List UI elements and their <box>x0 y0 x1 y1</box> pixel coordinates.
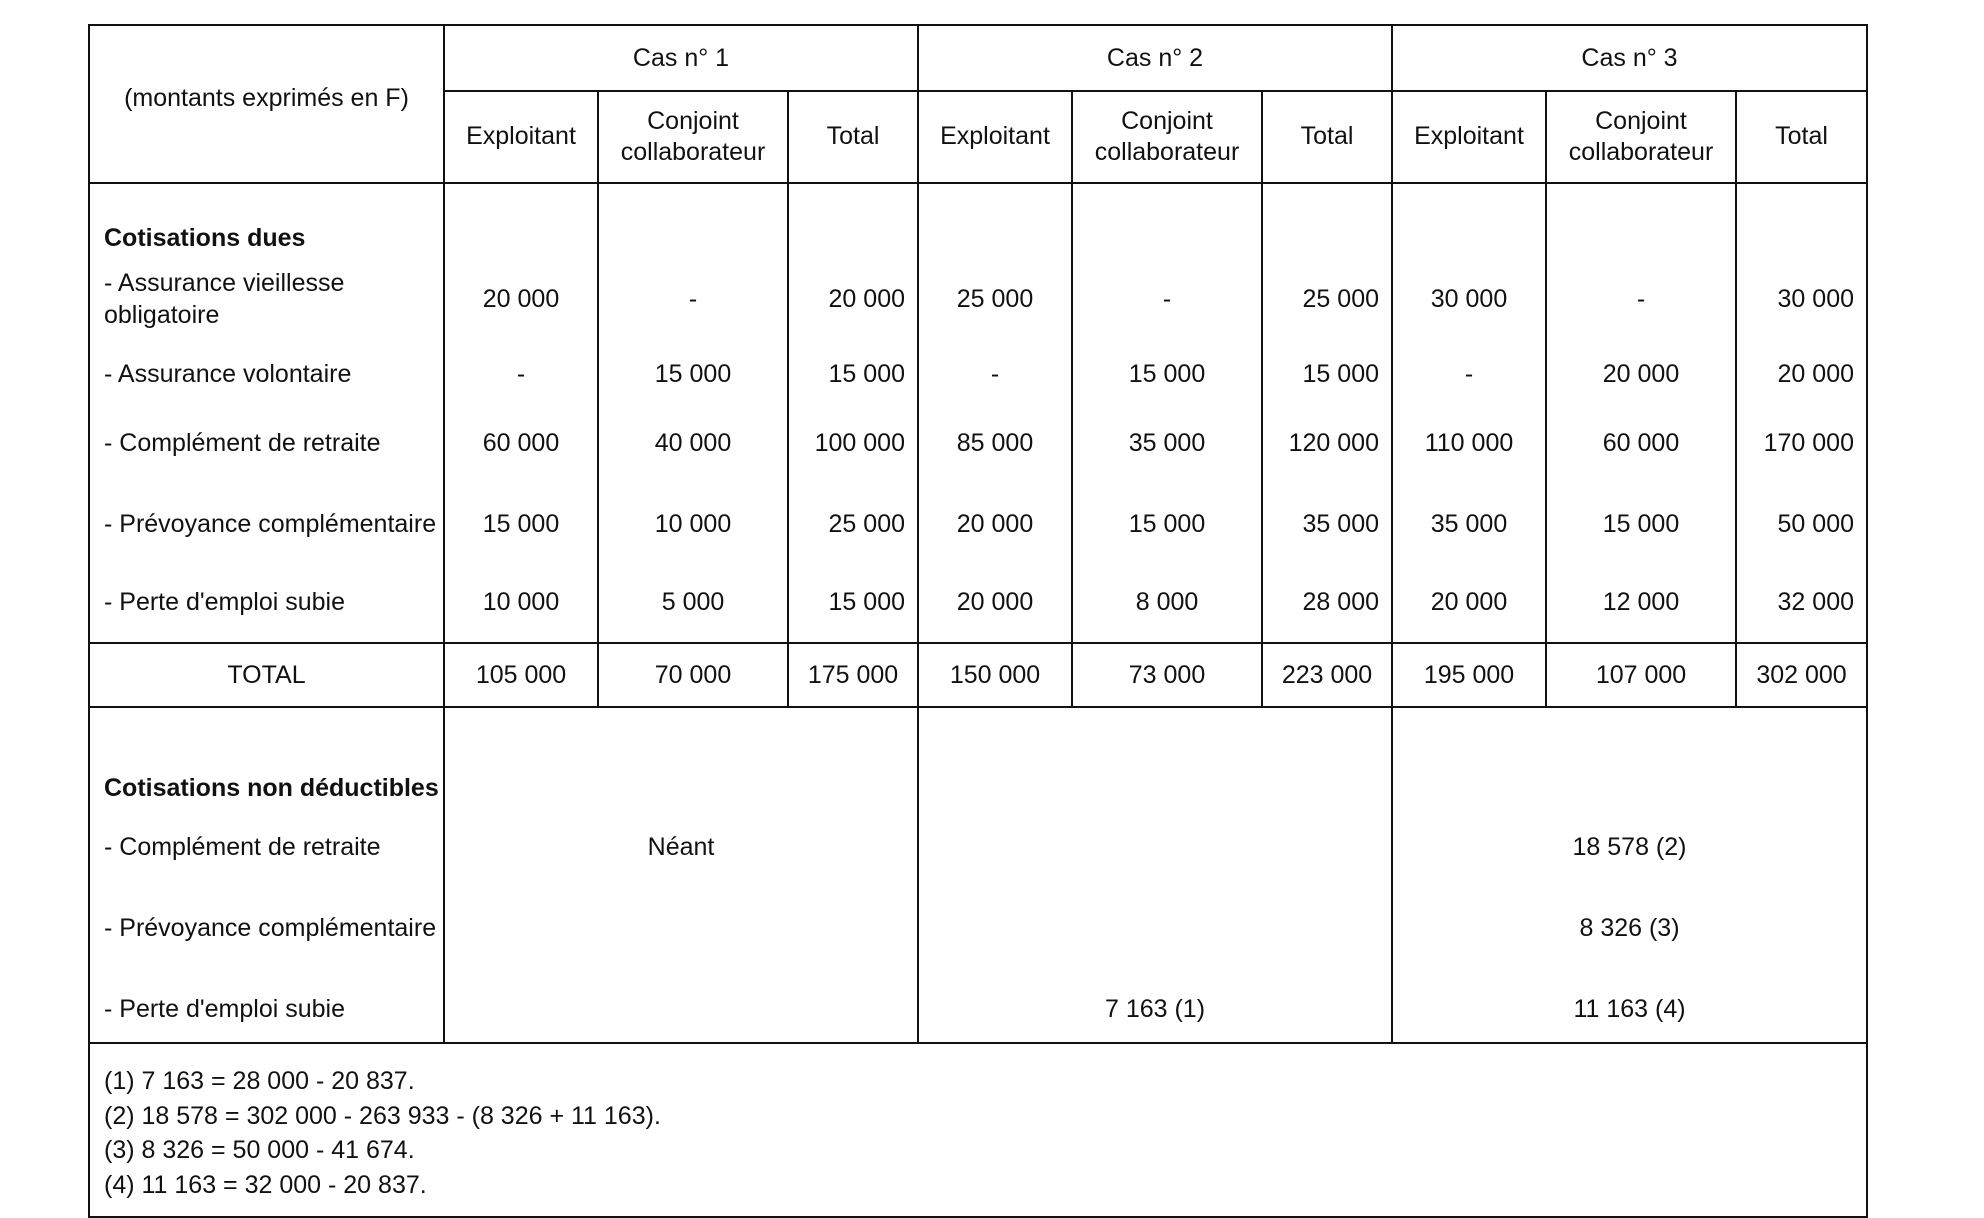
value-column <box>1736 183 1867 643</box>
footnote: (3) 8 326 = 50 000 - 41 674. <box>104 1136 415 1164</box>
value-cell: 15 000 <box>654 359 732 388</box>
sub-col-conjoint: Conjoint collaborateur <box>1546 91 1736 183</box>
dues-labels <box>89 183 444 643</box>
case-2-header: Cas n° 2 <box>918 25 1392 91</box>
dues-title: Cotisations dues <box>104 223 306 252</box>
value-cell <box>919 814 1391 880</box>
total-value: 175 000 <box>788 643 918 707</box>
sub-col-conjoint: Conjoint collaborateur <box>1072 91 1262 183</box>
dues-section <box>89 183 1867 643</box>
non-deductibles-title: Cotisations non déductibles <box>104 773 439 802</box>
total-value: 105 000 <box>444 643 598 707</box>
value-cell: 11 163 (4) <box>1573 994 1686 1023</box>
sub-col-conjoint: Conjoint collaborateur <box>598 91 788 183</box>
total-label: TOTAL <box>89 643 444 707</box>
value-cell: - <box>516 359 526 388</box>
value-cell: 25 000 <box>956 284 1034 313</box>
value-cell: 25 000 <box>1302 284 1379 313</box>
value-cell: 60 000 <box>482 428 560 457</box>
value-cell: 20 000 <box>1430 587 1508 616</box>
case-2-non-deductibles <box>918 707 1392 1043</box>
value-cell: 8 000 <box>1135 587 1199 616</box>
sub-col-total: Total <box>1736 91 1867 183</box>
row-label: - Prévoyance complémentaire <box>104 913 437 942</box>
value-cell: 170 000 <box>1763 428 1854 457</box>
value-column <box>788 183 918 643</box>
footnote: (2) 18 578 = 302 000 - 263 933 - (8 326 + 11 163). <box>104 1101 661 1130</box>
value-cell: 20 000 <box>956 509 1034 538</box>
value-cell: 30 000 <box>1430 284 1508 313</box>
value-cell: 30 000 <box>1777 284 1854 313</box>
value-cell: 15 000 <box>828 587 905 616</box>
neant-value: Néant <box>647 832 715 861</box>
row-label: - Perte d'emploi subie <box>104 587 346 616</box>
sub-col-exploitant: Exploitant <box>444 91 598 183</box>
value-column <box>598 183 788 643</box>
row-label: - Complément de retraite <box>104 428 381 457</box>
row-label: - Perte d'emploi subie <box>104 994 346 1023</box>
footnote: (4) 11 163 = 32 000 - 20 837. <box>104 1170 427 1199</box>
value-cell: 25 000 <box>828 509 905 538</box>
sub-col-exploitant: Exploitant <box>1392 91 1546 183</box>
case-1-header: Cas n° 1 <box>444 25 918 91</box>
case-3-header: Cas n° 3 <box>1392 25 1867 91</box>
value-column <box>1262 183 1392 643</box>
units-label: (montants exprimés en F) <box>89 25 444 183</box>
value-cell: 100 000 <box>814 428 905 457</box>
value-cell: 50 000 <box>1777 509 1854 538</box>
value-cell: 15 000 <box>828 359 905 388</box>
value-cell: 85 000 <box>956 428 1034 457</box>
sub-col-total: Total <box>788 91 918 183</box>
footnotes <box>89 1043 1867 1217</box>
total-value: 70 000 <box>598 643 788 707</box>
non-deductibles-labels <box>89 707 444 1043</box>
value-column <box>1072 183 1262 643</box>
total-value: 73 000 <box>1072 643 1262 707</box>
value-cell: 35 000 <box>1430 509 1508 538</box>
value-cell: 18 578 (2) <box>1572 832 1687 861</box>
non-deductibles-section <box>89 707 1867 1043</box>
value-cell: 40 000 <box>654 428 732 457</box>
value-cell: 35 000 <box>1302 509 1379 538</box>
value-column <box>918 183 1072 643</box>
value-cell: 10 000 <box>654 509 732 538</box>
case-1-non-deductibles <box>444 707 918 1043</box>
notes-row <box>89 1043 1867 1217</box>
total-value: 223 000 <box>1262 643 1392 707</box>
value-cell: 8 326 (3) <box>1579 913 1680 942</box>
value-cell: 120 000 <box>1288 428 1379 457</box>
contributions-table <box>88 24 1868 1218</box>
value-cell: 20 000 <box>1602 359 1680 388</box>
value-cell: 15 000 <box>482 509 560 538</box>
value-cell: 15 000 <box>1128 509 1206 538</box>
row-label: - Prévoyance complémentaire <box>104 509 437 538</box>
total-value: 195 000 <box>1392 643 1546 707</box>
value-cell: 20 000 <box>828 284 905 313</box>
value-cell: 20 000 <box>482 284 560 313</box>
total-row <box>89 643 1867 707</box>
value-column <box>1392 183 1546 643</box>
value-column <box>1546 183 1736 643</box>
value-cell <box>919 880 1391 976</box>
sub-col-exploitant: Exploitant <box>918 91 1072 183</box>
total-value: 150 000 <box>918 643 1072 707</box>
value-cell: - <box>1636 284 1646 313</box>
value-cell: 7 163 (1) <box>1104 994 1206 1023</box>
value-cell: 15 000 <box>1302 359 1379 388</box>
row-label: - Assurance vieillesse obligatoire <box>104 268 345 329</box>
value-column <box>444 183 598 643</box>
value-cell: 110 000 <box>1424 428 1514 457</box>
value-cell: 5 000 <box>661 587 725 616</box>
value-cell: 20 000 <box>1777 359 1854 388</box>
value-cell: - <box>1464 359 1474 388</box>
value-cell: - <box>990 359 1000 388</box>
value-cell: - <box>1162 284 1172 313</box>
case-3-non-deductibles <box>1392 707 1867 1043</box>
value-cell: 15 000 <box>1128 359 1206 388</box>
value-cell: 10 000 <box>482 587 560 616</box>
value-cell: 12 000 <box>1602 587 1680 616</box>
value-cell: 35 000 <box>1128 428 1206 457</box>
case-header-row <box>89 25 1867 91</box>
value-cell: 60 000 <box>1602 428 1680 457</box>
value-cell: 32 000 <box>1777 587 1854 616</box>
row-label: - Assurance volontaire <box>104 359 352 388</box>
total-value: 302 000 <box>1736 643 1867 707</box>
footnote: (1) 7 163 = 28 000 - 20 837. <box>104 1067 415 1095</box>
total-value: 107 000 <box>1546 643 1736 707</box>
row-label: - Complément de retraite <box>104 832 381 861</box>
value-cell: - <box>688 284 698 313</box>
value-cell: 28 000 <box>1302 587 1379 616</box>
value-cell: 20 000 <box>956 587 1034 616</box>
value-cell: 15 000 <box>1602 509 1680 538</box>
sub-col-total: Total <box>1262 91 1392 183</box>
